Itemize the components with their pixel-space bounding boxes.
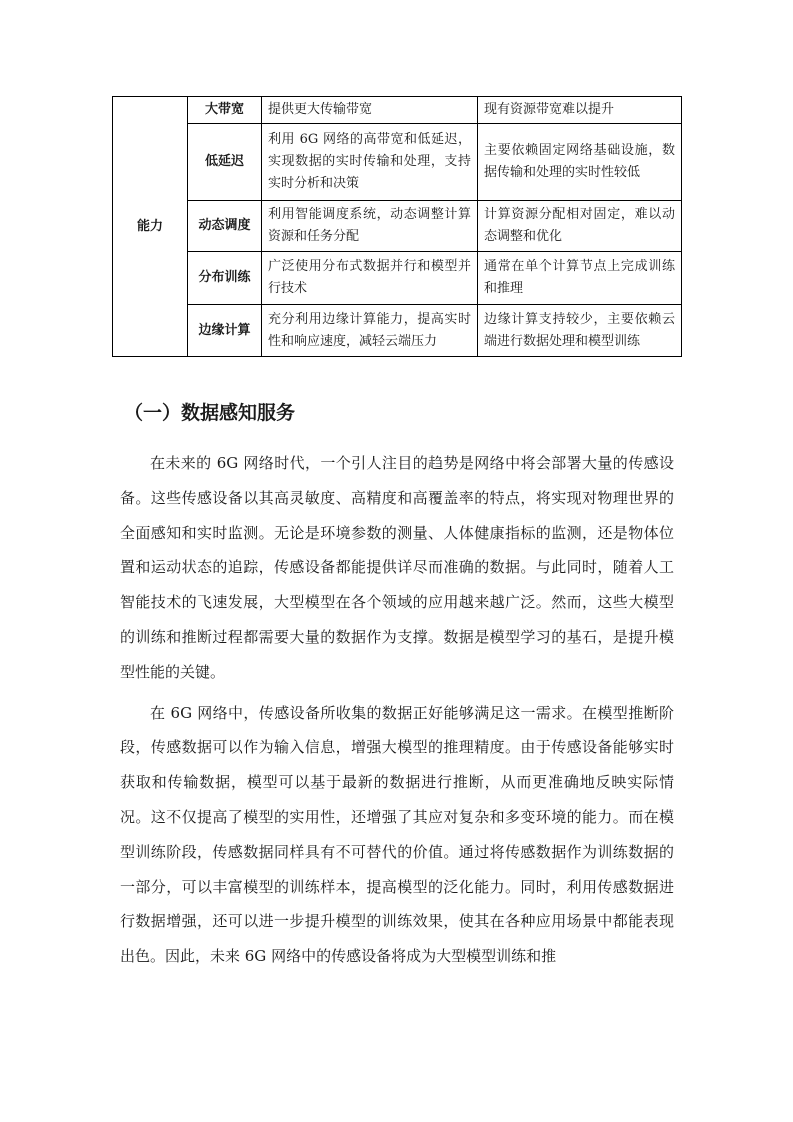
6g-description-cell: 利用智能调度系统，动态调整计算资源和任务分配 (262, 201, 478, 252)
feature-cell: 分布训练 (188, 252, 262, 305)
traditional-description-cell: 边缘计算支持较少，主要依赖云端进行数据处理和模型训练 (478, 305, 682, 357)
6g-description-cell: 利用 6G 网络的高带宽和低延迟，实现数据的实时传输和处理，支持实时分析和决策 (262, 124, 478, 201)
paragraph: 在未来的 6G 网络时代，一个引人注目的趋势是网络中将会部署大量的传感设备。这些传感设备以其高灵敏度、高精度和高覆盖率的特点，将实现对物理世界的全面感知和实时监测。无论是环境参数的测量、人体健康指标的监测，还是物体位置和运动状态的追踪，传感设备都能提供详尽而准确的数据。与此同时，随着人工智能技术的飞速发展，大型模型在各个领域的应用越来越广泛。然而，这些大模型的训练和推断过程都需要大量的数据作为支撑。数据是模型学习的基石，是提升模型性能的关键。 (120, 454, 674, 681)
6g-description-cell: 广泛使用分布式数据并行和模型并行技术 (262, 252, 478, 305)
table-row (113, 201, 682, 252)
traditional-description-cell: 现有资源带宽难以提升 (478, 97, 682, 124)
feature-cell: 低延迟 (188, 124, 262, 201)
feature-cell: 边缘计算 (188, 305, 262, 357)
body-text (120, 446, 674, 980)
comparison-table (112, 96, 682, 357)
feature-cell: 大带宽 (188, 97, 262, 124)
traditional-description-cell: 主要依赖固定网络基础设施，数据传输和处理的实时性较低 (478, 124, 682, 201)
group-label-cell: 能力 (113, 97, 188, 357)
table-row (113, 124, 682, 201)
traditional-description-cell: 计算资源分配相对固定，难以动态调整和优化 (478, 201, 682, 252)
6g-description-cell: 提供更大传输带宽 (262, 97, 478, 124)
paragraph: 在 6G 网络中，传感设备所收集的数据正好能够满足这一需求。在模型推断阶段，传感数据可以作为输入信息，增强大模型的推理精度。由于传感设备能够实时获取和传输数据，模型可以基于最新的数据进行推断，从而更准确地反映实际情况。这不仅提高了模型的实用性，还增强了其应对复杂和多变环境的能力。而在模型训练阶段，传感数据同样具有不可替代的价值。通过将传感数据作为训练数据的一部分，可以丰富模型的训练样本，提高模型的泛化能力。同时，利用传感数据进行数据增强，还可以进一步提升模型的训练效果，使其在各种应用场景中都能表现出色。因此，未来 6G 网络中的传感设备将成为大型模型训练和推 (120, 703, 674, 966)
6g-description-cell: 充分利用边缘计算能力，提高实时性和响应速度，减轻云端压力 (262, 305, 478, 357)
feature-cell: 动态调度 (188, 201, 262, 252)
traditional-description-cell: 通常在单个计算节点上完成训练和推理 (478, 252, 682, 305)
section-heading: （一）数据感知服务 (124, 402, 296, 424)
table-row (113, 305, 682, 357)
table-row (113, 97, 682, 124)
table-row (113, 252, 682, 305)
